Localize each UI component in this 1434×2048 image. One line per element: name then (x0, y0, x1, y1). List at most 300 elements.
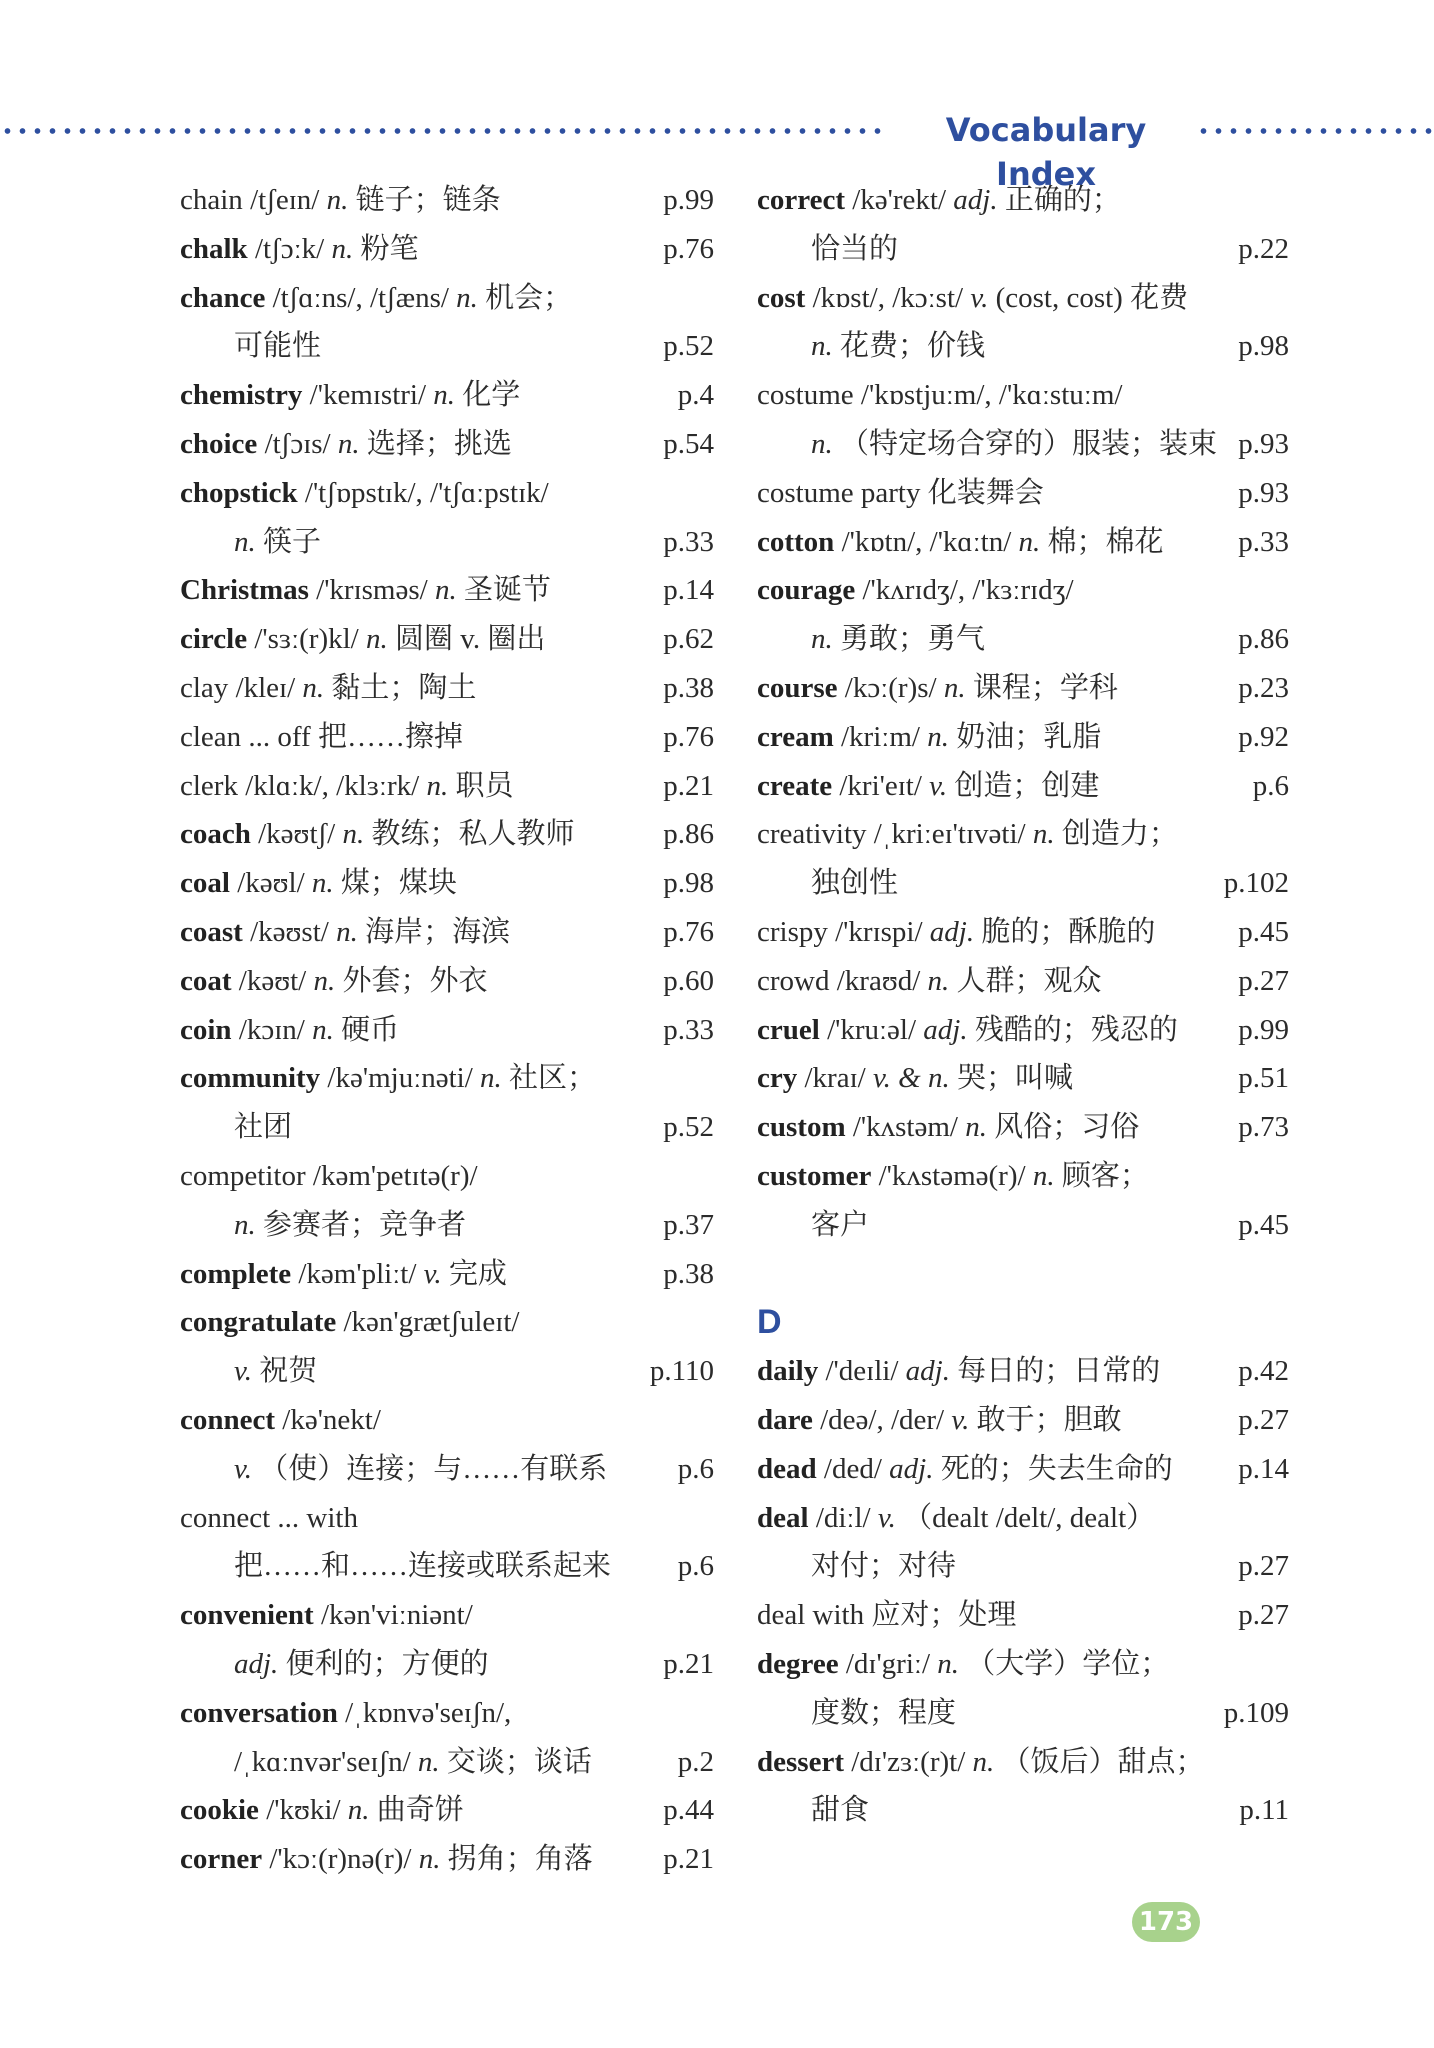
phonetic: /kən'grætʃuleɪt/ (343, 1306, 520, 1339)
page-ref: p.42 (1238, 1355, 1289, 1388)
definition: 圆圈 v. 圈出 (394, 623, 546, 656)
page-ref: p.11 (1239, 1794, 1289, 1827)
vocab-entry (180, 420, 714, 469)
phonetic: /kɔɪn/ (238, 1013, 305, 1046)
entry-continuation (180, 1738, 714, 1787)
phonetic: /'krɪspi/ (835, 915, 923, 948)
headword: complete (180, 1257, 292, 1290)
entry-continuation (757, 859, 1289, 908)
vocab-entry (757, 1152, 1289, 1201)
vocab-entry (180, 664, 714, 713)
entry-text (757, 1640, 1169, 1689)
phonetic: /dɪ'griː/ (845, 1647, 931, 1680)
definition: 课程；学科 (972, 671, 1118, 704)
definition: 敢于；胆敢 (976, 1403, 1122, 1436)
entry-text (757, 762, 1099, 811)
headword: degree (757, 1647, 839, 1680)
phonetic: /ˌkɑːnvər'seɪʃn/ (234, 1745, 411, 1778)
part-of-speech: n. (234, 1208, 256, 1241)
headword: create (757, 769, 833, 802)
entry-text (811, 1786, 869, 1835)
phonetic: /'sɜː(r)kl/ (254, 623, 359, 656)
page-ref: p.22 (1238, 232, 1289, 265)
headword: coin (180, 1013, 232, 1046)
part-of-speech: n. (326, 184, 349, 216)
entry-text (757, 810, 1178, 859)
entry-text (757, 371, 1122, 420)
definition: 粉笔 (360, 232, 419, 265)
vocab-entry (757, 713, 1289, 762)
phonetic: /ded/ (823, 1452, 882, 1485)
headword: correct (757, 184, 845, 216)
entry-text (180, 1298, 519, 1347)
headword: costume (757, 379, 854, 412)
page-title: Vocabulary Index (945, 111, 1147, 193)
entry-text (757, 518, 1164, 567)
definition: 便利的；方便的 (285, 1647, 489, 1680)
headword: dare (757, 1403, 813, 1436)
phonetic: /tʃɔɪs/ (264, 427, 331, 460)
vocab-entry (757, 566, 1289, 615)
entry-text (757, 1396, 1122, 1445)
page-ref: p.99 (663, 184, 714, 216)
vocab-entry (180, 1250, 714, 1299)
page-ref: p.14 (1238, 1452, 1289, 1485)
phonetic: /kraɪ/ (804, 1062, 866, 1095)
definition: 可能性 (234, 330, 322, 363)
entry-text (234, 1103, 292, 1152)
entry-text (234, 1201, 466, 1250)
part-of-speech: v. (234, 1452, 252, 1485)
page-ref: p.27 (1238, 964, 1289, 997)
part-of-speech: n. (943, 671, 966, 704)
part-of-speech: n. (342, 818, 365, 851)
headword: chain (180, 184, 243, 216)
page-ref: p.44 (663, 1794, 714, 1827)
headword: competitor (180, 1159, 306, 1192)
page-ref: p.21 (663, 1843, 714, 1876)
phonetic: /tʃeɪn/ (250, 184, 320, 216)
definition: 煤；煤块 (340, 867, 457, 900)
part-of-speech: n. (1018, 525, 1041, 558)
headword: chemistry (180, 379, 303, 412)
entry-text (180, 566, 551, 615)
page-ref: p.76 (663, 915, 714, 948)
headword: cream (757, 720, 834, 753)
part-of-speech: n. (456, 281, 478, 314)
definition: 黏土；陶土 (331, 671, 477, 704)
part-of-speech: n. (312, 1013, 334, 1046)
entry-text (811, 1201, 869, 1250)
entry-text (234, 322, 321, 371)
definition: 正确的； (1004, 184, 1121, 216)
definition: 创造；创建 (954, 769, 1100, 802)
phonetic: /dɪ'zɜː(r)t/ (851, 1745, 966, 1778)
entry-text (757, 957, 1102, 1006)
phonetic: /'kʌstəm/ (852, 1111, 958, 1144)
headword: dessert (757, 1745, 844, 1778)
definition: 勇敢；勇气 (840, 623, 986, 656)
vocab-entry (180, 566, 714, 615)
phonetic: /ˌkriːeɪ'tɪvəti/ (873, 818, 1026, 851)
definition: 顾客； (1061, 1159, 1149, 1192)
part-of-speech: v. (423, 1257, 442, 1290)
entry-text (180, 1152, 478, 1201)
vocab-entry (757, 810, 1289, 859)
page-ref: p.60 (663, 964, 714, 997)
definition: 把……和……连接或联系起来 (234, 1550, 612, 1583)
headword: chopstick (180, 476, 298, 509)
headword: customer (757, 1159, 872, 1192)
part-of-speech: n. (937, 1647, 960, 1680)
phonetic: /kəʊtʃ/ (258, 818, 336, 851)
part-of-speech: n. (434, 574, 457, 607)
entry-text (757, 908, 1155, 957)
vocab-entry (757, 1591, 1289, 1640)
part-of-speech: n. (811, 427, 833, 460)
entry-text (180, 1396, 381, 1445)
page-ref: p.27 (1238, 1550, 1289, 1583)
phonetic: /'kɔː(r)nə(r)/ (269, 1843, 412, 1876)
part-of-speech: n. (365, 623, 388, 656)
page-ref: p.4 (677, 379, 714, 412)
headword: daily (757, 1355, 819, 1388)
entry-text (757, 1103, 1139, 1152)
page-ref: p.76 (663, 232, 714, 265)
part-of-speech: n. (1032, 1159, 1055, 1192)
definition: 残酷的；残忍的 (974, 1013, 1178, 1046)
definition: 祝贺 (259, 1355, 318, 1388)
definition: 脆的；酥脆的 (981, 915, 1156, 948)
definition: 海岸；海滨 (365, 915, 511, 948)
part-of-speech: n. (336, 915, 358, 948)
entry-text (757, 664, 1118, 713)
entry-continuation (180, 322, 714, 371)
definition: 度数；程度 (811, 1696, 957, 1729)
part-of-speech: adj. (923, 1013, 968, 1046)
definition: 甜食 (811, 1794, 870, 1827)
part-of-speech: n. (313, 964, 336, 997)
entry-text (757, 1591, 1016, 1640)
definition: 应对；处理 (871, 1599, 1017, 1632)
vocab-entry (757, 1347, 1289, 1396)
part-of-speech: v. (929, 769, 948, 802)
phonetic: /kleɪ/ (235, 671, 296, 704)
section-spacer (757, 1250, 1289, 1299)
definition: 创造力； (1061, 818, 1178, 851)
headword: cry (757, 1062, 798, 1095)
vocab-entry (180, 1689, 714, 1738)
entry-text (180, 371, 520, 420)
page-ref: p.86 (663, 818, 714, 851)
headword: chance (180, 281, 266, 314)
entry-text (811, 225, 898, 274)
entry-continuation (180, 1542, 714, 1591)
vocab-entry (757, 176, 1289, 225)
headword: crispy (757, 915, 828, 948)
vocab-entry (180, 1396, 714, 1445)
headword: cost (757, 281, 806, 314)
part-of-speech: n. (1032, 818, 1055, 851)
entry-text (180, 1786, 464, 1835)
entry-text (234, 1445, 607, 1494)
phonetic: /'kʌstəmə(r)/ (878, 1159, 1026, 1192)
page-ref: p.33 (663, 525, 714, 558)
entry-text (180, 957, 488, 1006)
definition: 恰当的 (811, 232, 899, 265)
vocab-entry (180, 1494, 714, 1543)
phonetic: /kəʊl/ (237, 867, 305, 900)
page-ref: p.38 (663, 671, 714, 704)
entry-text (757, 713, 1101, 762)
phonetic: /kəm'pliːt/ (298, 1257, 417, 1290)
entry-text (180, 664, 476, 713)
vocab-entry (757, 1640, 1289, 1689)
phonetic: /kə'mjuːnəti/ (327, 1062, 473, 1095)
phonetic: /kɔː(r)s/ (844, 671, 937, 704)
page-ref: p.2 (677, 1745, 714, 1778)
phonetic: /'kemɪstri/ (309, 379, 427, 412)
phonetic: /deə/, /der/ (820, 1403, 945, 1436)
definition: 把……擦掉 (317, 720, 463, 753)
page-ref: p.27 (1238, 1403, 1289, 1436)
part-of-speech: n. (927, 720, 949, 753)
definition: 教练；私人教师 (371, 818, 575, 851)
page-ref: p.21 (663, 769, 714, 802)
phonetic: /kə'nekt/ (282, 1403, 381, 1436)
headword: deal (757, 1501, 809, 1534)
page-ref: p.76 (663, 720, 714, 753)
entry-text (757, 1006, 1178, 1055)
definition: （dealt /delt/, dealt） (903, 1501, 1156, 1534)
vocab-entry (180, 810, 714, 859)
vocab-entry (757, 1445, 1289, 1494)
vocab-entry (180, 1054, 714, 1103)
page-ref: p.98 (663, 867, 714, 900)
phonetic: /tʃɔːk/ (254, 232, 325, 265)
vocab-entry (180, 1835, 714, 1884)
part-of-speech: v. & n. (872, 1062, 950, 1095)
entry-continuation (757, 1786, 1289, 1835)
part-of-speech: n. (965, 1111, 987, 1144)
vocab-entry (180, 469, 714, 518)
page-ref: p.14 (663, 574, 714, 607)
definition: 对付；对待 (811, 1550, 957, 1583)
part-of-speech: n. (347, 1794, 370, 1827)
header-dots-right (1196, 128, 1434, 134)
entry-text (180, 176, 501, 225)
vocab-entry (180, 957, 714, 1006)
part-of-speech: n. (811, 623, 833, 656)
headword: conversation (180, 1696, 338, 1729)
headword: dead (757, 1452, 817, 1485)
page-ref: p.109 (1223, 1696, 1289, 1729)
phonetic: /'krɪsməs/ (316, 574, 428, 607)
entry-text (811, 615, 985, 664)
phonetic: /klɑːk/, /klɜːrk/ (245, 769, 420, 802)
phonetic: /'kruːəl/ (827, 1013, 917, 1046)
entry-text (234, 1738, 592, 1787)
vocab-entry (180, 1006, 714, 1055)
part-of-speech: adj. (234, 1647, 279, 1680)
section-letter: D (757, 1303, 782, 1342)
definition: 机会； (485, 281, 573, 314)
vocab-entry (757, 1103, 1289, 1152)
entry-continuation (180, 1201, 714, 1250)
headword: coat (180, 964, 232, 997)
headword: clean ... off (180, 720, 311, 753)
right-column (757, 176, 1289, 1835)
entry-text (180, 1689, 511, 1738)
definition: 死的；失去生命的 (940, 1452, 1173, 1485)
part-of-speech: n. (331, 232, 354, 265)
page-ref: p.6 (677, 1550, 714, 1583)
vocab-entry (180, 1152, 714, 1201)
page-ref: p.6 (1252, 769, 1289, 802)
page-ref: p.93 (1238, 476, 1289, 509)
definition: 独创性 (811, 867, 899, 900)
part-of-speech: adj. (889, 1452, 934, 1485)
entry-text (180, 762, 513, 811)
entry-text (757, 1494, 1155, 1543)
phonetic: /kri'eɪt/ (839, 769, 922, 802)
headword: coast (180, 915, 243, 948)
page-ref: p.54 (663, 427, 714, 460)
vocab-entry (757, 1396, 1289, 1445)
page-number-badge: 173 (1132, 1902, 1200, 1942)
headword: clerk (180, 769, 238, 802)
part-of-speech: n. (433, 379, 456, 412)
vocab-entry (180, 1591, 714, 1640)
page-ref: p.33 (1238, 525, 1289, 558)
headword: cruel (757, 1013, 820, 1046)
left-column (180, 176, 714, 1884)
page-header (0, 108, 1434, 193)
definition: 哭；叫喊 (956, 1062, 1073, 1095)
phonetic: /'kɒtn/, /'kɑːtn/ (841, 525, 1012, 558)
definition: 社区； (509, 1062, 597, 1095)
entry-text (234, 1347, 317, 1396)
definition: （特定场合穿的）服装；装束 (840, 427, 1218, 460)
phonetic: /'deɪli/ (825, 1355, 899, 1388)
definition: 每日的；日常的 (957, 1355, 1161, 1388)
headword: clay (180, 671, 229, 704)
vocab-entry (180, 1298, 714, 1347)
page-ref: p.45 (1238, 1208, 1289, 1241)
entry-text (757, 1152, 1149, 1201)
entry-text (234, 518, 321, 567)
part-of-speech: n. (311, 867, 334, 900)
headword: corner (180, 1843, 263, 1876)
definition: 外套；外衣 (342, 964, 488, 997)
part-of-speech: v. (951, 1403, 970, 1436)
entry-text (757, 566, 1074, 615)
headword: choice (180, 427, 258, 460)
definition: 花费；价钱 (840, 330, 986, 363)
entry-continuation (180, 1640, 714, 1689)
entry-text (757, 1445, 1173, 1494)
entry-text (180, 810, 575, 859)
entry-continuation (180, 518, 714, 567)
part-of-speech: n. (302, 671, 325, 704)
entry-text (180, 1835, 593, 1884)
entry-continuation (757, 225, 1289, 274)
vocab-entry (757, 1054, 1289, 1103)
page-ref: p.62 (663, 623, 714, 656)
definition: 化装舞会 (927, 476, 1044, 509)
part-of-speech: n. (480, 1062, 502, 1095)
part-of-speech: v. (877, 1501, 896, 1534)
definition: 硬币 (341, 1013, 400, 1046)
headword: crowd (757, 964, 830, 997)
headword: chalk (180, 232, 248, 265)
entry-text (180, 274, 572, 323)
definition: 链子；链条 (355, 184, 501, 216)
page-ref: p.73 (1238, 1111, 1289, 1144)
entry-text (180, 420, 512, 469)
vocab-entry (757, 664, 1289, 713)
page-ref: p.102 (1223, 867, 1289, 900)
header-dots-left (0, 128, 888, 134)
entry-continuation (180, 1347, 714, 1396)
headword: community (180, 1062, 321, 1095)
vocab-entry (757, 274, 1289, 323)
page-ref: p.33 (663, 1013, 714, 1046)
entry-text (180, 859, 457, 908)
headword: coach (180, 818, 251, 851)
part-of-speech: n. (234, 525, 256, 558)
vocab-entry (180, 762, 714, 811)
definition: 化学 (462, 379, 521, 412)
definition: 圣诞节 (463, 574, 551, 607)
definition: (cost, cost) 花费 (995, 281, 1189, 314)
headword: coal (180, 867, 230, 900)
entry-continuation (757, 1542, 1289, 1591)
part-of-speech: n. (337, 427, 360, 460)
definition: 客户 (811, 1208, 870, 1241)
page-ref: p.51 (1238, 1062, 1289, 1095)
vocab-entry (180, 274, 714, 323)
definition: 选择；挑选 (366, 427, 512, 460)
entry-text (757, 469, 1044, 518)
entry-text (180, 713, 463, 762)
part-of-speech: v. (970, 281, 989, 314)
page-ref: p.23 (1238, 671, 1289, 704)
phonetic: /'tʃɒpstɪk/, /'tʃɑːpstɪk/ (304, 476, 549, 509)
page-ref: p.98 (1238, 330, 1289, 363)
entry-text (811, 322, 985, 371)
entry-text (757, 1054, 1073, 1103)
page-ref: p.92 (1238, 720, 1289, 753)
definition: 曲奇饼 (376, 1794, 464, 1827)
page-ref: p.52 (663, 1111, 714, 1144)
vocab-entry (180, 176, 714, 225)
part-of-speech: adj. (953, 184, 998, 216)
page-ref: p.99 (1238, 1013, 1289, 1046)
phonetic: /kən'viːniənt/ (320, 1599, 473, 1632)
phonetic: /kəm'petɪtə(r)/ (312, 1159, 478, 1192)
headword: courage (757, 574, 856, 607)
part-of-speech: adj. (905, 1355, 950, 1388)
entry-text (180, 1054, 596, 1103)
entry-continuation (757, 1689, 1289, 1738)
part-of-speech: adj. (929, 915, 975, 948)
headword: creativity (757, 818, 867, 851)
entry-continuation (757, 1201, 1289, 1250)
headword: circle (180, 623, 248, 656)
part-of-speech: n. (972, 1745, 995, 1778)
vocab-entry (180, 713, 714, 762)
